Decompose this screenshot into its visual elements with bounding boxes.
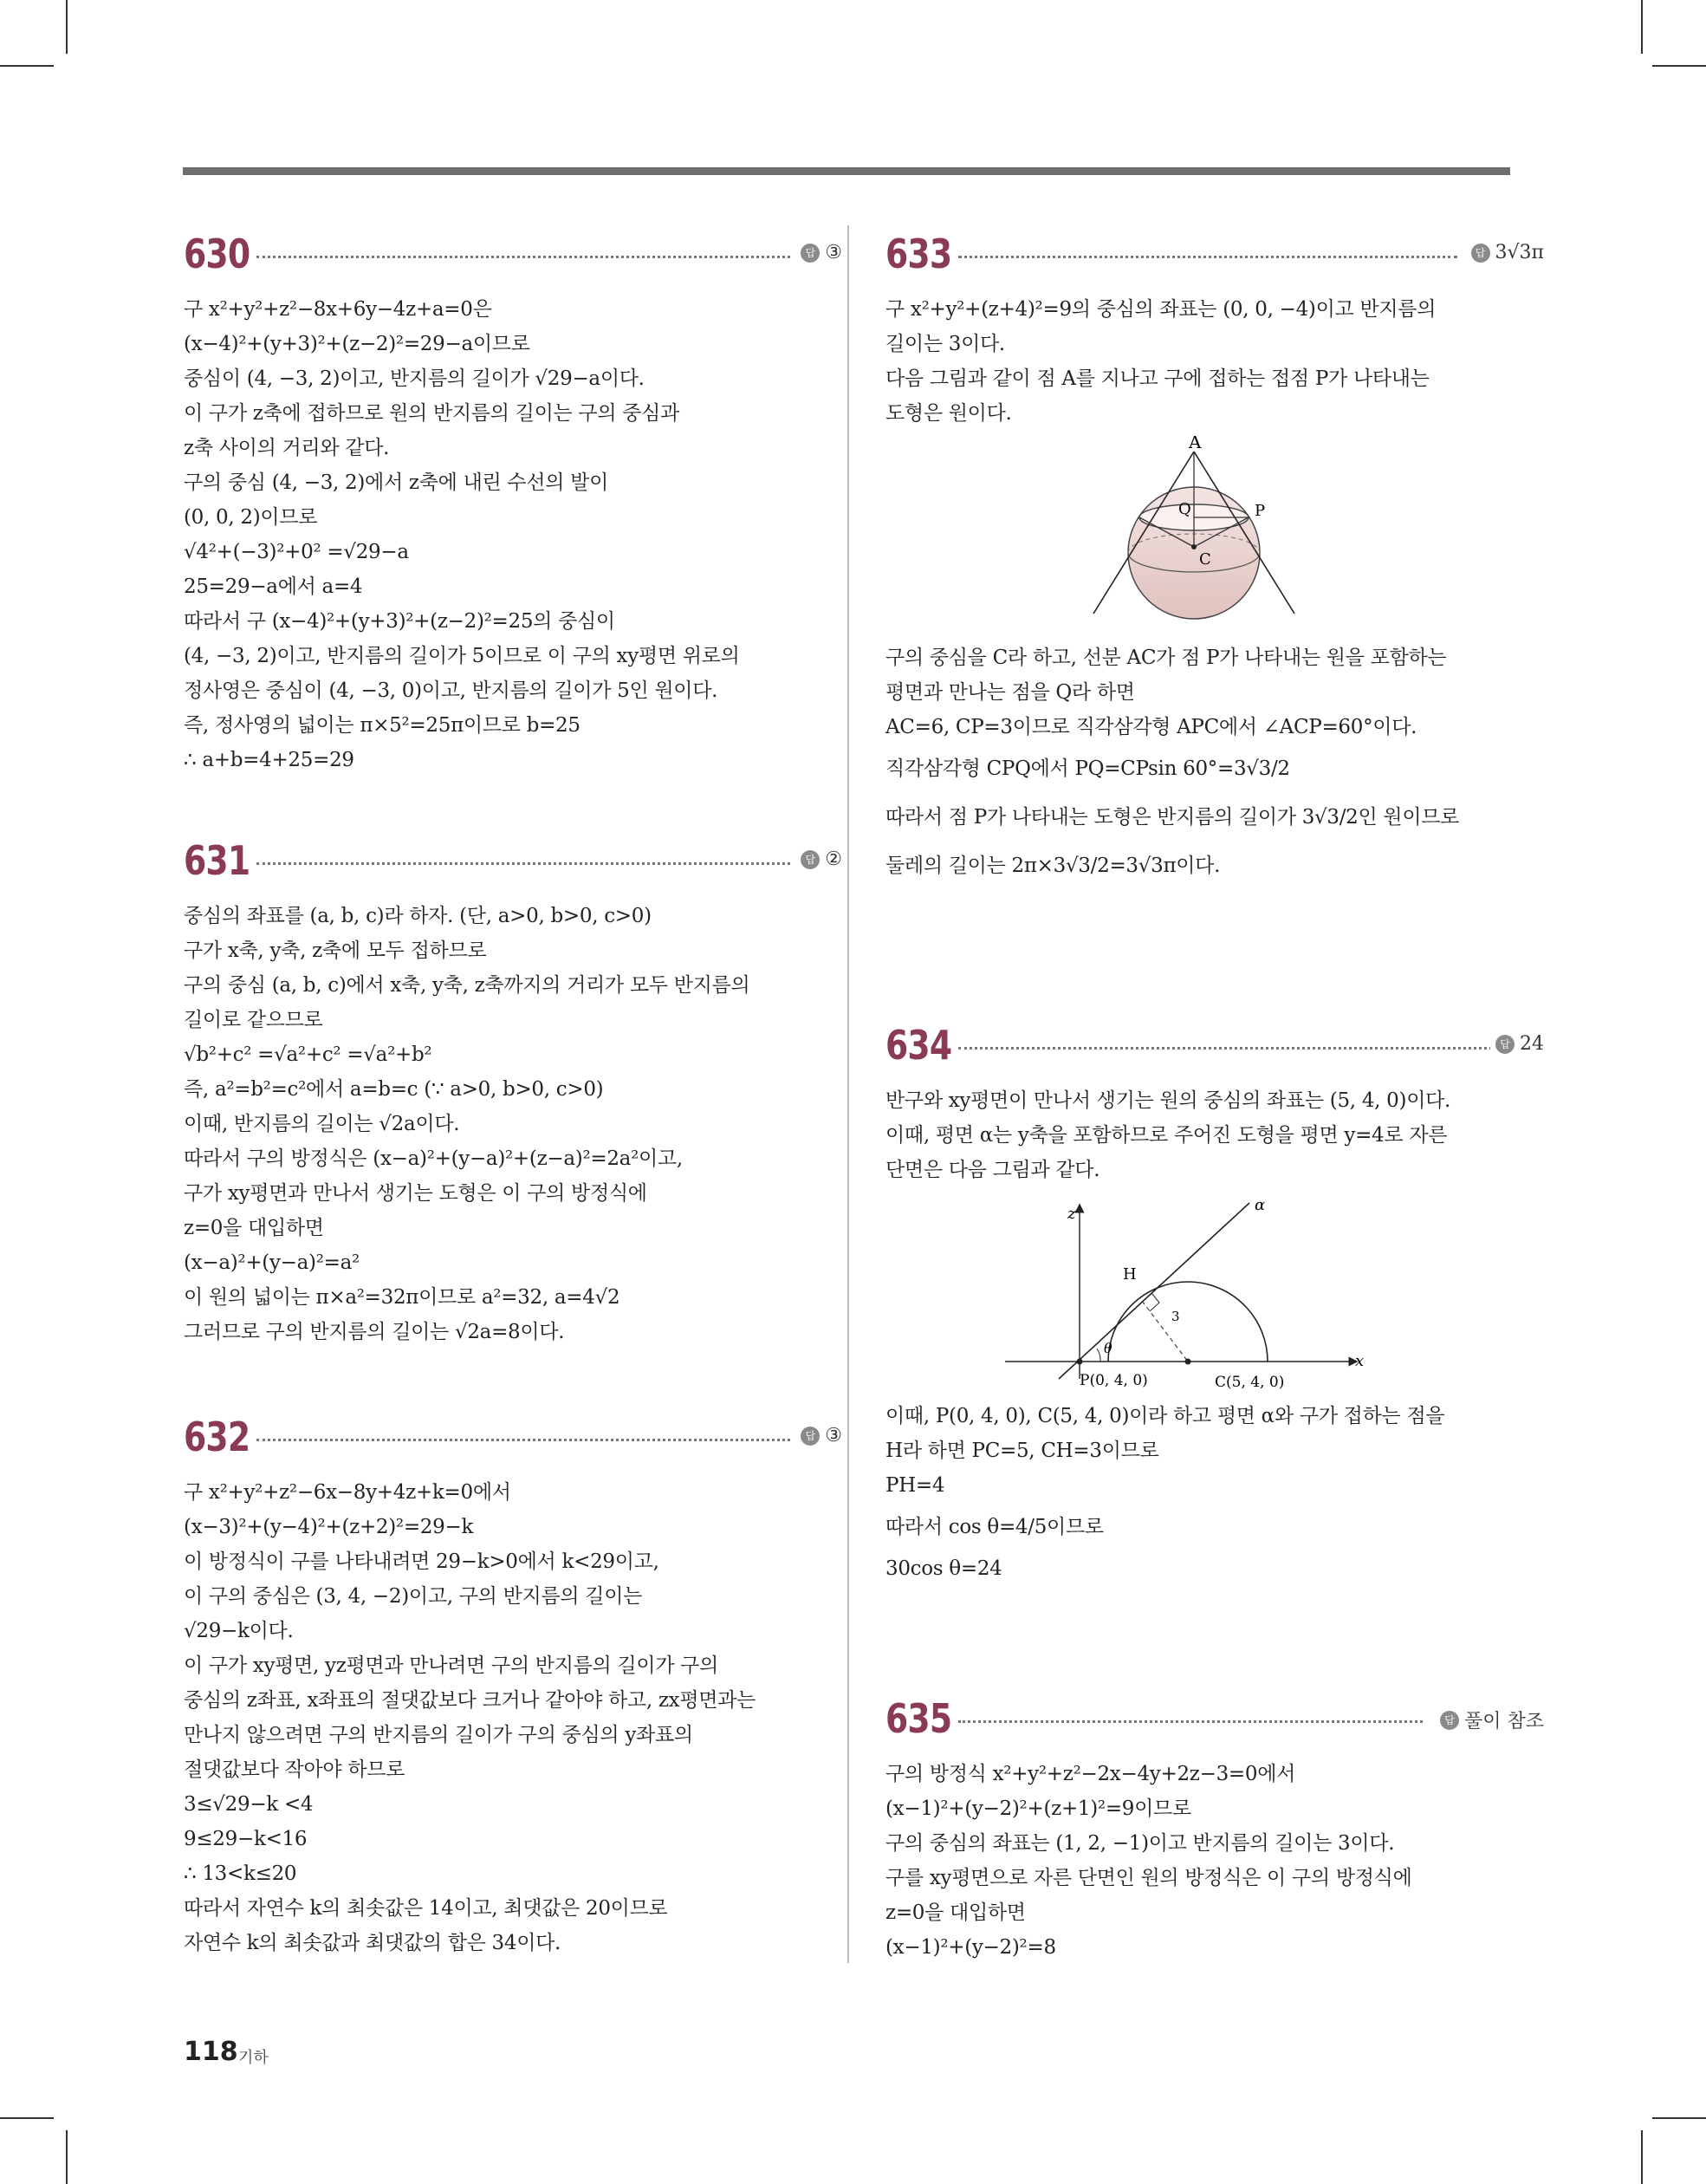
label-P: P [1255, 502, 1266, 520]
crop-mark [1652, 65, 1706, 67]
answer-tag [1490, 1033, 1544, 1055]
solution-line: 30cos θ=24 [885, 1557, 1002, 1580]
label-theta: θ [1104, 1340, 1112, 1356]
label-A: A [1189, 436, 1202, 452]
solution-text [184, 1475, 842, 1960]
segment-HC [1142, 1301, 1188, 1362]
solution-line: 직각삼각형 CPQ에서 PQ=CPsin 60°=3√3/2 [885, 757, 1290, 780]
solution-line: 따라서 자연수 k의 최솟값은 14이고, 최댓값은 20이므로 [184, 1897, 668, 1920]
solution-line: 구 x²+y²+z²−8x+6y−4z+a=0은 [184, 298, 492, 321]
point-C [1185, 1359, 1191, 1365]
right-angle-mark [1150, 1293, 1159, 1311]
solution-line: 구 x²+y²+(z+4)²=9의 중심의 좌표는 (0, 0, −4)이고 반지름의 [885, 298, 1437, 321]
solution-text [885, 1399, 1544, 1586]
solution-line: z축 사이의 거리와 같다. [184, 437, 390, 459]
label-alpha: α [1255, 1196, 1266, 1214]
solution-line: 즉, 정사영의 넓이는 π×5²=25π이므로 b=25 [184, 714, 581, 737]
solution-text [885, 1083, 1544, 1187]
answer-icon: 답 [801, 1427, 820, 1446]
solution-line: 다음 그림과 같이 점 A를 지나고 구에 접하는 접점 P가 나타내는 [885, 367, 1430, 390]
problem-number: 630 [184, 231, 250, 277]
solution-line: √b²+c² =√a²+c² =√a²+b² [184, 1043, 432, 1066]
solution-line: z=0을 대입하면 [184, 1217, 324, 1239]
solution-line: 이 구가 xy평면, yz평면과 만나려면 구의 반지름의 길이가 구의 [184, 1654, 719, 1677]
problem-630 [184, 230, 842, 777]
solution-line: √29−k이다. [184, 1620, 294, 1642]
solution-line: 구가 x축, y축, z축에 모두 접하므로 [184, 939, 487, 962]
answer-tag [795, 848, 842, 870]
solution-line: 이 원의 넓이는 π×a²=32π이므로 a²=32, a=4√2 [184, 1286, 620, 1309]
solution-line: 둘레의 길이는 2π×3√3/2=3√3π이다. [885, 855, 1221, 877]
solution-text [885, 292, 1544, 431]
problem-634 [885, 1021, 1544, 1586]
semicircle [1108, 1282, 1268, 1362]
solution-line: 이 구의 중심은 (3, 4, −2)이고, 구의 반지름의 길이는 [184, 1585, 643, 1608]
problem-header [885, 1021, 1544, 1073]
crop-mark [0, 2117, 54, 2119]
problem-number: 634 [885, 1022, 952, 1069]
solution-line: 따라서 구 (x−4)²+(y+3)²+(z−2)²=25의 중심이 [184, 610, 615, 633]
solution-line: (x−1)²+(y−2)²=8 [885, 1936, 1056, 1959]
solution-line: 9≤29−k<16 [184, 1828, 308, 1850]
problem-635 [885, 1694, 1544, 1965]
solution-line: (4, −3, 2)이고, 반지름의 길이가 5이므로 이 구의 xy평면 위로의 [184, 645, 740, 667]
solution-line: AC=6, CP=3이므로 직각삼각형 APC에서 ∠ACP=60°이다. [885, 716, 1417, 738]
solution-line: H라 하면 PC=5, CH=3이므로 [885, 1440, 1159, 1462]
solution-line: 구를 xy평면으로 자른 단면인 원의 방정식은 이 구의 방정식에 [885, 1867, 1412, 1889]
solution-line: 구 x²+y²+z²−6x−8y+4z+k=0에서 [184, 1481, 511, 1504]
page-number: 118 [184, 2037, 238, 2067]
solution-line: 그러므로 구의 반지름의 길이는 √2a=8이다. [184, 1321, 565, 1343]
solution-line: 단면은 다음 그림과 같다. [885, 1159, 1100, 1181]
solution-line: 중심이 (4, −3, 2)이고, 반지름의 길이가 √29−a이다. [184, 367, 645, 390]
answer-tag [795, 1425, 842, 1446]
problem-633 [885, 230, 1544, 890]
answer-value: ③ [825, 1425, 842, 1446]
solution-line: 따라서 cos θ=4/5이므로 [885, 1516, 1104, 1538]
solution-line: 절댓값보다 작아야 하므로 [184, 1758, 405, 1781]
label-C: C(5, 4, 0) [1215, 1374, 1285, 1391]
crop-mark [1641, 2130, 1643, 2184]
solution-line: 구의 중심 (4, −3, 2)에서 z축에 내린 수선의 발이 [184, 471, 609, 494]
solution-text [184, 899, 842, 1349]
solution-line: √4²+(−3)²+0² =√29−a [184, 541, 409, 563]
solution-line: ∴ a+b=4+25=29 [184, 749, 354, 771]
label-H: H [1123, 1265, 1137, 1284]
answer-value: 풀이 참조 [1463, 1711, 1544, 1732]
answer-value: 3√3π [1495, 242, 1544, 263]
solution-line: 따라서 구의 방정식은 (x−a)²+(y−a)²+(z−a)²=2a²이고, [184, 1147, 683, 1170]
leader-dots [958, 1047, 1492, 1050]
page-section: 기하 [238, 2049, 269, 2067]
problem-number: 633 [885, 231, 952, 277]
problem-631 [184, 836, 842, 1349]
crop-mark [66, 2130, 68, 2184]
solution-line: 반구와 xy평면이 만나서 생기는 원의 중심의 좌표는 (5, 4, 0)이다. [885, 1089, 1451, 1112]
solution-line: 중심의 z좌표, x좌표의 절댓값보다 크거나 같아야 하고, zx평면과는 [184, 1689, 756, 1712]
solution-line: 자연수 k의 최솟값과 최댓값의 합은 34이다. [184, 1932, 561, 1954]
solution-line: 구가 xy평면과 만나서 생기는 도형은 이 구의 방정식에 [184, 1182, 647, 1205]
answer-value: ② [825, 848, 842, 870]
solution-line: PH=4 [885, 1474, 945, 1497]
answer-icon: 답 [801, 850, 820, 869]
solution-line: z=0을 대입하면 [885, 1901, 1026, 1924]
figure-sphere-cone [885, 436, 1544, 635]
solution-line: 정사영은 중심이 (4, −3, 0)이고, 반지름의 길이가 5인 원이다. [184, 679, 718, 702]
label-3: 3 [1171, 1309, 1180, 1324]
leader-dots [256, 256, 790, 258]
solution-line: 길이는 3이다. [885, 333, 1005, 355]
answer-icon: 답 [801, 244, 820, 263]
point-C [1191, 544, 1197, 549]
crop-mark [1641, 0, 1643, 54]
solution-line: 중심의 좌표를 (a, b, c)라 하자. (단, a>0, b>0, c>0) [184, 905, 652, 927]
leader-dots [958, 1720, 1423, 1723]
solution-line: 구의 중심 (a, b, c)에서 x축, y축, z축까지의 거리가 모두 반지름의 [184, 974, 750, 997]
solution-line: 도형은 원이다. [885, 402, 1012, 425]
solution-line: 만나지 않으려면 구의 반지름의 길이가 구의 중심의 y좌표의 [184, 1724, 693, 1746]
solution-line: 구의 중심을 C라 하고, 선분 AC가 점 P가 나타내는 원을 포함하는 [885, 647, 1447, 669]
solution-line: 즉, a²=b²=c²에서 a=b=c (∵ a>0, b>0, c>0) [184, 1078, 604, 1101]
answer-icon: 답 [1440, 1711, 1459, 1730]
solution-line: 평면과 만나는 점을 Q라 하면 [885, 681, 1135, 704]
answer-value: ③ [825, 242, 842, 263]
solution-line: (x−1)²+(y−2)²+(z+1)²=9이므로 [885, 1797, 1191, 1820]
crop-mark [1652, 2117, 1706, 2119]
answer-tag [1435, 1706, 1544, 1733]
answer-tag [1466, 242, 1544, 263]
crop-mark [66, 0, 68, 54]
solution-line: 이 방정식이 구를 나타내려면 29−k>0에서 k<29이고, [184, 1550, 659, 1573]
solution-text [885, 1757, 1544, 1965]
solution-line: 이때, 반지름의 길이는 √2a이다. [184, 1113, 460, 1135]
problem-number: 635 [885, 1695, 952, 1742]
leader-dots [256, 862, 790, 865]
problem-header [184, 836, 842, 888]
solution-line: 이때, 평면 α는 y축을 포함하므로 주어진 도형을 평면 y=4로 자른 [885, 1124, 1448, 1147]
solution-text [885, 640, 1544, 890]
label-C: C [1199, 550, 1211, 569]
solution-line: 길이로 같으므로 [184, 1009, 323, 1031]
figure-cross-section [885, 1193, 1544, 1394]
header-rule [183, 167, 1510, 175]
sphere-cone-diagram [885, 436, 1544, 635]
problem-632 [184, 1413, 842, 1960]
problem-header [184, 1413, 842, 1465]
solution-line: 이때, P(0, 4, 0), C(5, 4, 0)이라 하고 평면 α와 구가 접하는 점을 [885, 1405, 1445, 1427]
label-Q: Q [1178, 500, 1191, 518]
solution-line: (x−3)²+(y−4)²+(z+2)²=29−k [184, 1516, 474, 1538]
point-P [1077, 1359, 1083, 1365]
leader-dots [958, 256, 1457, 258]
solution-line: 따라서 점 P가 나타내는 도형은 반지름의 길이가 3√3/2인 원이므로 [885, 806, 1460, 829]
solution-line: 3≤√29−k <4 [184, 1793, 314, 1816]
solution-line: 구의 중심의 좌표는 (1, 2, −1)이고 반지름의 길이는 3이다. [885, 1832, 1395, 1855]
angle-theta-arc [1097, 1349, 1100, 1362]
answer-icon: 답 [1495, 1035, 1515, 1054]
answer-value: 24 [1520, 1033, 1544, 1055]
problem-number: 632 [184, 1414, 250, 1460]
answer-icon: 답 [1471, 244, 1490, 263]
solution-line: (x−4)²+(y+3)²+(z−2)²=29−a이므로 [184, 333, 530, 355]
cross-section-diagram [885, 1193, 1544, 1394]
leader-dots [256, 1439, 790, 1441]
answer-tag [795, 242, 842, 263]
plane-alpha [1059, 1203, 1249, 1379]
solution-line: 구의 방정식 x²+y²+z²−2x−4y+2z−3=0에서 [885, 1763, 1296, 1785]
problem-number: 631 [184, 837, 250, 884]
solution-line: 이 구가 z축에 접하므로 원의 반지름의 길이는 구의 중심과 [184, 402, 680, 425]
problem-header [885, 1694, 1544, 1746]
problem-header [885, 230, 1544, 282]
label-x: x [1355, 1352, 1365, 1370]
solution-text [184, 292, 842, 777]
crop-mark [0, 65, 54, 67]
solution-line: 25=29−a에서 a=4 [184, 575, 363, 598]
problem-header [184, 230, 842, 282]
label-P: P(0, 4, 0) [1080, 1372, 1148, 1389]
solution-line: (x−a)²+(y−a)²=a² [184, 1251, 360, 1274]
label-z: z [1067, 1205, 1076, 1223]
solution-line: (0, 0, 2)이므로 [184, 506, 318, 529]
column-divider [847, 225, 849, 1963]
solution-line: ∴ 13<k≤20 [184, 1862, 297, 1885]
